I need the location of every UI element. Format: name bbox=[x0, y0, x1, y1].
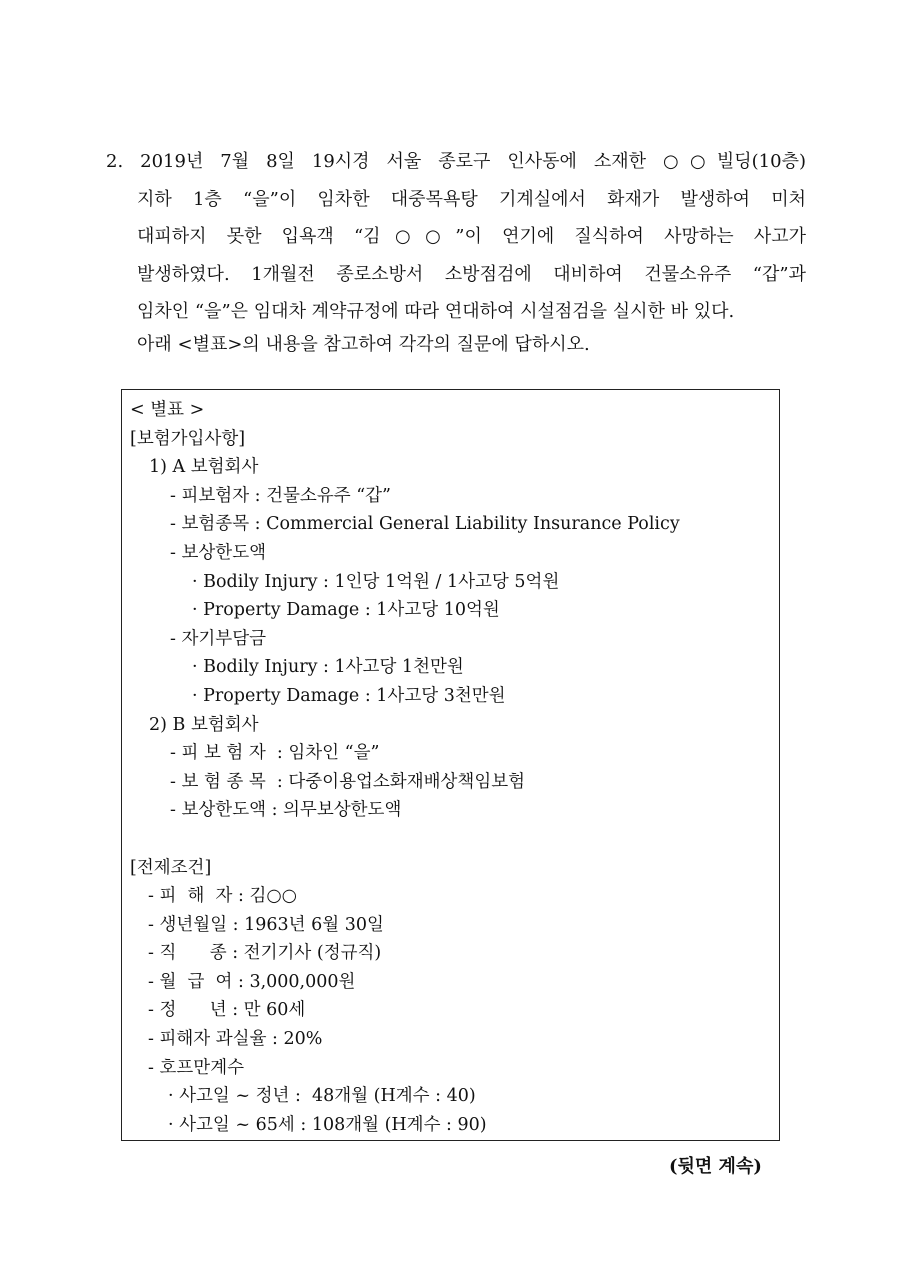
appendix-title: < 별표 > bbox=[130, 400, 205, 420]
premise-item: - 피 해 자 : 김○○ bbox=[148, 886, 297, 907]
section-spacer bbox=[130, 825, 770, 854]
company-b-limit: - 보상한도액 : 의무보상한도액 bbox=[170, 800, 402, 821]
company-a-label: 1) A 보험회사 bbox=[149, 457, 259, 478]
company-a-limit-bi: · Bodily Injury : 1인당 1억원 / 1사고당 5억원 bbox=[192, 571, 560, 592]
company-a-deductible-pd: · Property Damage : 1사고당 3천만원 bbox=[192, 685, 506, 706]
premise-item: - 정 년 : 만 60세 bbox=[148, 1000, 306, 1021]
company-a-deductible-bi: · Bodily Injury : 1사고당 1천만원 bbox=[192, 657, 464, 678]
premise-item: - 피해자 과실율 : 20% bbox=[148, 1029, 323, 1050]
instruction-text: 아래 <별표>의 내용을 참고하여 각각의 질문에 답하시오. bbox=[137, 334, 590, 355]
question-line: 2. 2019년 7월 8일 19시경 서울 종로구 인사동에 소재한 ○○빌딩(10층) bbox=[106, 151, 806, 172]
continued-note: (뒷면 계속) bbox=[669, 1156, 762, 1177]
insurance-heading: [보험가입사항] bbox=[130, 428, 246, 449]
question-line: 임차인 “을”은 임대차 계약규정에 따라 연대하여 시설점검을 실시한 바 있다. bbox=[137, 301, 735, 322]
company-b-insured: - 피 보 험 자 : 임차인 “을” bbox=[170, 743, 380, 764]
company-a-limit-pd: · Property Damage : 1사고당 10억원 bbox=[192, 600, 500, 621]
hoffman-item: · 사고일 ~ 정년 : 48개월 (H계수 : 40) bbox=[168, 1086, 476, 1107]
appendix-table bbox=[121, 389, 780, 1141]
question-line: 지하 1층 “을”이 임차한 대중목욕탕 기계실에서 화재가 발생하여 미처 bbox=[137, 188, 806, 210]
company-b-policy: - 보 험 종 목 : 다중이용업소화재배상책임보험 bbox=[170, 771, 526, 792]
premise-item: - 호프만계수 bbox=[148, 1057, 245, 1078]
hoffman-item: · 사고일 ~ 65세 : 108개월 (H계수 : 90) bbox=[168, 1114, 487, 1135]
company-a-limit-label: - 보상한도액 bbox=[170, 542, 267, 563]
company-a-policy: - 보험종목 : Commercial General Liability Insurance Policy bbox=[170, 514, 680, 535]
question-text bbox=[106, 143, 806, 331]
question-line: 발생하였다. 1개월전 종로소방서 소방점검에 대비하여 건물소유주 “갑”과 bbox=[137, 263, 806, 285]
company-a-insured: - 피보험자 : 건물소유주 “갑” bbox=[170, 485, 392, 506]
premise-item: - 월 급 여 : 3,000,000원 bbox=[148, 971, 356, 992]
question-line: 대피하지 못한 입욕객 “김○○”이 연기에 질식하여 사망하는 사고가 bbox=[137, 226, 806, 247]
company-a-deductible-label: - 자기부담금 bbox=[170, 628, 267, 649]
company-b-label: 2) B 보험회사 bbox=[149, 714, 259, 735]
premise-heading: [전제조건] bbox=[130, 857, 212, 878]
premise-item: - 생년월일 : 1963년 6월 30일 bbox=[148, 914, 384, 935]
premise-item: - 직 종 : 전기기사 (정규직) bbox=[148, 943, 382, 964]
